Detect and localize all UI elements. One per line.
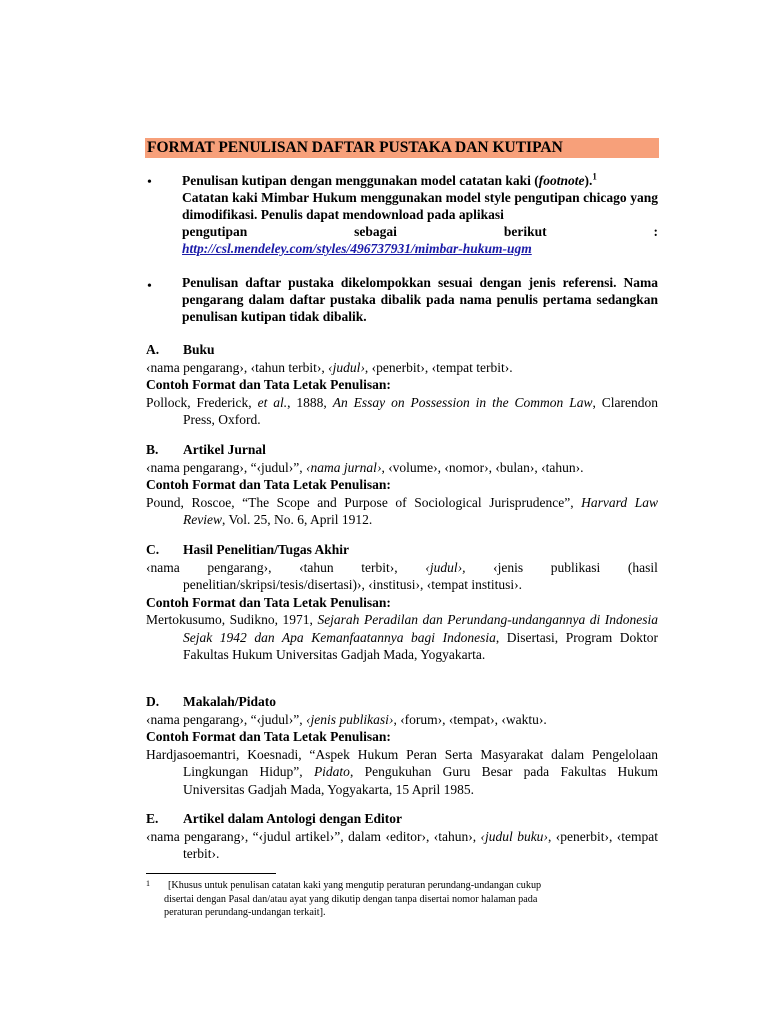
bullet-marker: •: [147, 279, 152, 294]
section-heading-text: Hasil Penelitian/Tugas Akhir: [183, 542, 350, 557]
format-pattern: [146, 828, 658, 863]
pattern-word: pengarang›,: [207, 559, 272, 575]
ref-italic: Harvard Law Review: [183, 494, 659, 527]
section-letter: D.: [146, 694, 160, 709]
pattern-italic: ‹judul buku›: [480, 828, 548, 844]
example-reference: [146, 394, 658, 429]
spread-word: berikut: [503, 224, 547, 239]
section-buku: [146, 341, 658, 429]
section-heading: [146, 541, 658, 559]
spread-word: :: [653, 224, 658, 239]
ref-text: , Pengukuhan Guru Besar pada Fakultas Hukum Universitas Gadjah Mada, Yogyakarta, 15 April 1985.: [183, 764, 658, 797]
pattern-word: terbit›,: [361, 559, 398, 575]
ref-text: , 1888,: [287, 394, 333, 410]
ref-italic: et al.: [257, 394, 288, 410]
example-subheading: Contoh Format dan Tata Letak Penulisan:: [146, 477, 391, 492]
pattern-text: , ‹volume›, ‹nomor›, ‹bulan›, ‹tahun›.: [381, 459, 584, 475]
section-makalah-pidato: [146, 693, 658, 798]
document-title: FORMAT PENULISAN DAFTAR PUSTAKA DAN KUTIPAN: [145, 138, 659, 158]
section-heading-text: Buku: [183, 342, 215, 357]
pattern-text: , ‹penerbit›, ‹tempat terbit›.: [364, 359, 513, 375]
pattern-italic: ‹nama jurnal›: [306, 459, 382, 475]
ref-italic: Pidato: [313, 764, 350, 779]
section-letter: E.: [146, 811, 159, 826]
example-subheading: Contoh Format dan Tata Letak Penulisan:: [146, 729, 391, 744]
ref-text: , Vol. 25, No. 6, April 1912.: [221, 512, 373, 527]
pattern-word: publikasi: [550, 559, 601, 575]
example-reference: [146, 611, 658, 664]
format-pattern: [146, 711, 658, 729]
section-artikel-antologi: [146, 810, 658, 863]
pattern-text: ‹nama pengarang›, ‹tahun terbit›,: [146, 359, 329, 375]
bullet-citation-paragraph: [182, 172, 658, 257]
footnote-separator: [146, 873, 276, 874]
ref-italic: Sejarah Peradilan dan Perundang-undangannya di Indonesia Sejak 1942 dan Apa Kemanfaatannya bagi Indonesia: [183, 612, 658, 645]
ref-italic: An Essay on Possession in the Common Law: [332, 394, 593, 410]
bullet-text: Penulisan kutipan dengan menggunakan model catatan kaki (: [182, 173, 539, 188]
section-heading: [146, 441, 658, 459]
section-heading: [146, 810, 658, 828]
bullet-italic-text: footnote: [538, 173, 585, 188]
format-pattern: [146, 559, 658, 577]
section-artikel-jurnal: [146, 441, 658, 529]
section-heading: [146, 341, 658, 359]
spread-word: pengutipan: [182, 224, 248, 239]
example-subheading: Contoh Format dan Tata Letak Penulisan:: [146, 594, 391, 610]
pattern-word: ‹nama: [146, 559, 180, 575]
ref-text: Pound, Roscoe, “The Scope and Purpose of Sociological Jurisprudence”,: [146, 494, 582, 510]
example-subheading: Contoh Format dan Tata Letak Penulisan:: [146, 377, 391, 392]
pattern-text: , ‹penerbit›, ‹tempat terbit›.: [183, 828, 658, 861]
format-pattern-continuation: penelitian/skripsi/tesis/disertasi)›, ‹institusi›, ‹tempat institusi›.: [183, 577, 522, 592]
bullet-bibliography-paragraph: Penulisan daftar pustaka dikelompokkan sesuai dengan jenis referensi. Nama pengarang dalam daftar pustaka dibalik pada nama penulis pertama sedangkan penulisan kutipan tidak dibalik.: [182, 275, 658, 324]
footnote-line: [Khusus untuk penulisan catatan kaki yang mengutip peraturan perundang-undangan cukup: [168, 880, 542, 891]
mendeley-style-link[interactable]: http://csl.mendeley.com/styles/496737931/mimbar-hukum-ugm: [182, 241, 532, 256]
format-pattern: [146, 459, 658, 477]
pattern-text: , ‹forum›, ‹tempat›, ‹waktu›.: [393, 711, 547, 727]
pattern-italic: ‹judul›: [328, 359, 365, 375]
pattern-text: ‹nama pengarang›, “‹judul artikel›”, dalam ‹editor›, ‹tahun›,: [146, 828, 481, 844]
section-heading-text: Makalah/Pidato: [183, 694, 277, 709]
footnote-mark: 1: [146, 879, 150, 888]
footnote-text: [146, 879, 658, 920]
pattern-word: ‹tahun: [299, 559, 334, 575]
pattern-text: ‹nama pengarang›, “‹judul›”,: [146, 711, 307, 727]
bullet-spread-line: [182, 223, 658, 240]
footnote-line: disertai dengan Pasal dan/atau ayat yang dikutip dengan tanpa disertai nomor halaman pada: [164, 893, 538, 905]
spread-word: sebagai: [354, 224, 397, 239]
section-heading: [146, 693, 658, 711]
example-reference: [146, 494, 658, 529]
section-heading-text: Artikel Jurnal: [183, 442, 266, 457]
footnote-reference[interactable]: 1: [592, 171, 597, 182]
pattern-italic: ‹judul›,: [425, 559, 466, 575]
ref-text: , Clarendon Press, Oxford.: [183, 394, 658, 427]
section-letter: B.: [146, 442, 159, 457]
section-letter: C.: [146, 542, 160, 557]
pattern-italic: ‹jenis publikasi›: [306, 711, 394, 727]
bullet-citation-body: Catatan kaki Mimbar Hukum menggunakan model style pengutipan chicago yang dimodifikasi. Penulis dapat mendownload pada aplikasi: [182, 190, 658, 222]
bullet-text: ).: [584, 173, 593, 188]
ref-text: , Disertasi, Program Doktor Fakultas Hukum Universitas Gadjah Mada, Yogyakarta.: [183, 629, 659, 662]
section-heading-text: Artikel dalam Antologi dengan Editor: [183, 811, 403, 826]
section-hasil-penelitian: [146, 541, 658, 664]
pattern-text: ‹nama pengarang›, “‹judul›”,: [146, 459, 307, 475]
footnote: [146, 879, 658, 920]
ref-text: Mertokusumo, Sudikno, 1971,: [146, 612, 318, 627]
pattern-word: ‹jenis: [493, 559, 524, 575]
format-pattern: [146, 359, 658, 377]
bullet-marker: •: [147, 175, 152, 190]
pattern-word: (hasil: [627, 559, 658, 575]
section-letter: A.: [146, 342, 160, 357]
bullet-citation-line1: [182, 172, 658, 189]
example-reference: [146, 746, 658, 799]
ref-text: Pollock, Frederick,: [146, 394, 258, 410]
ref-text: Hardjasoemantri, Koesnadi, “Aspek Hukum Peran Serta Masyarakat dalam Pengelolaan Lingkungan Hidup”,: [146, 746, 658, 779]
footnote-line: peraturan perundang-undangan terkait].: [164, 907, 326, 918]
